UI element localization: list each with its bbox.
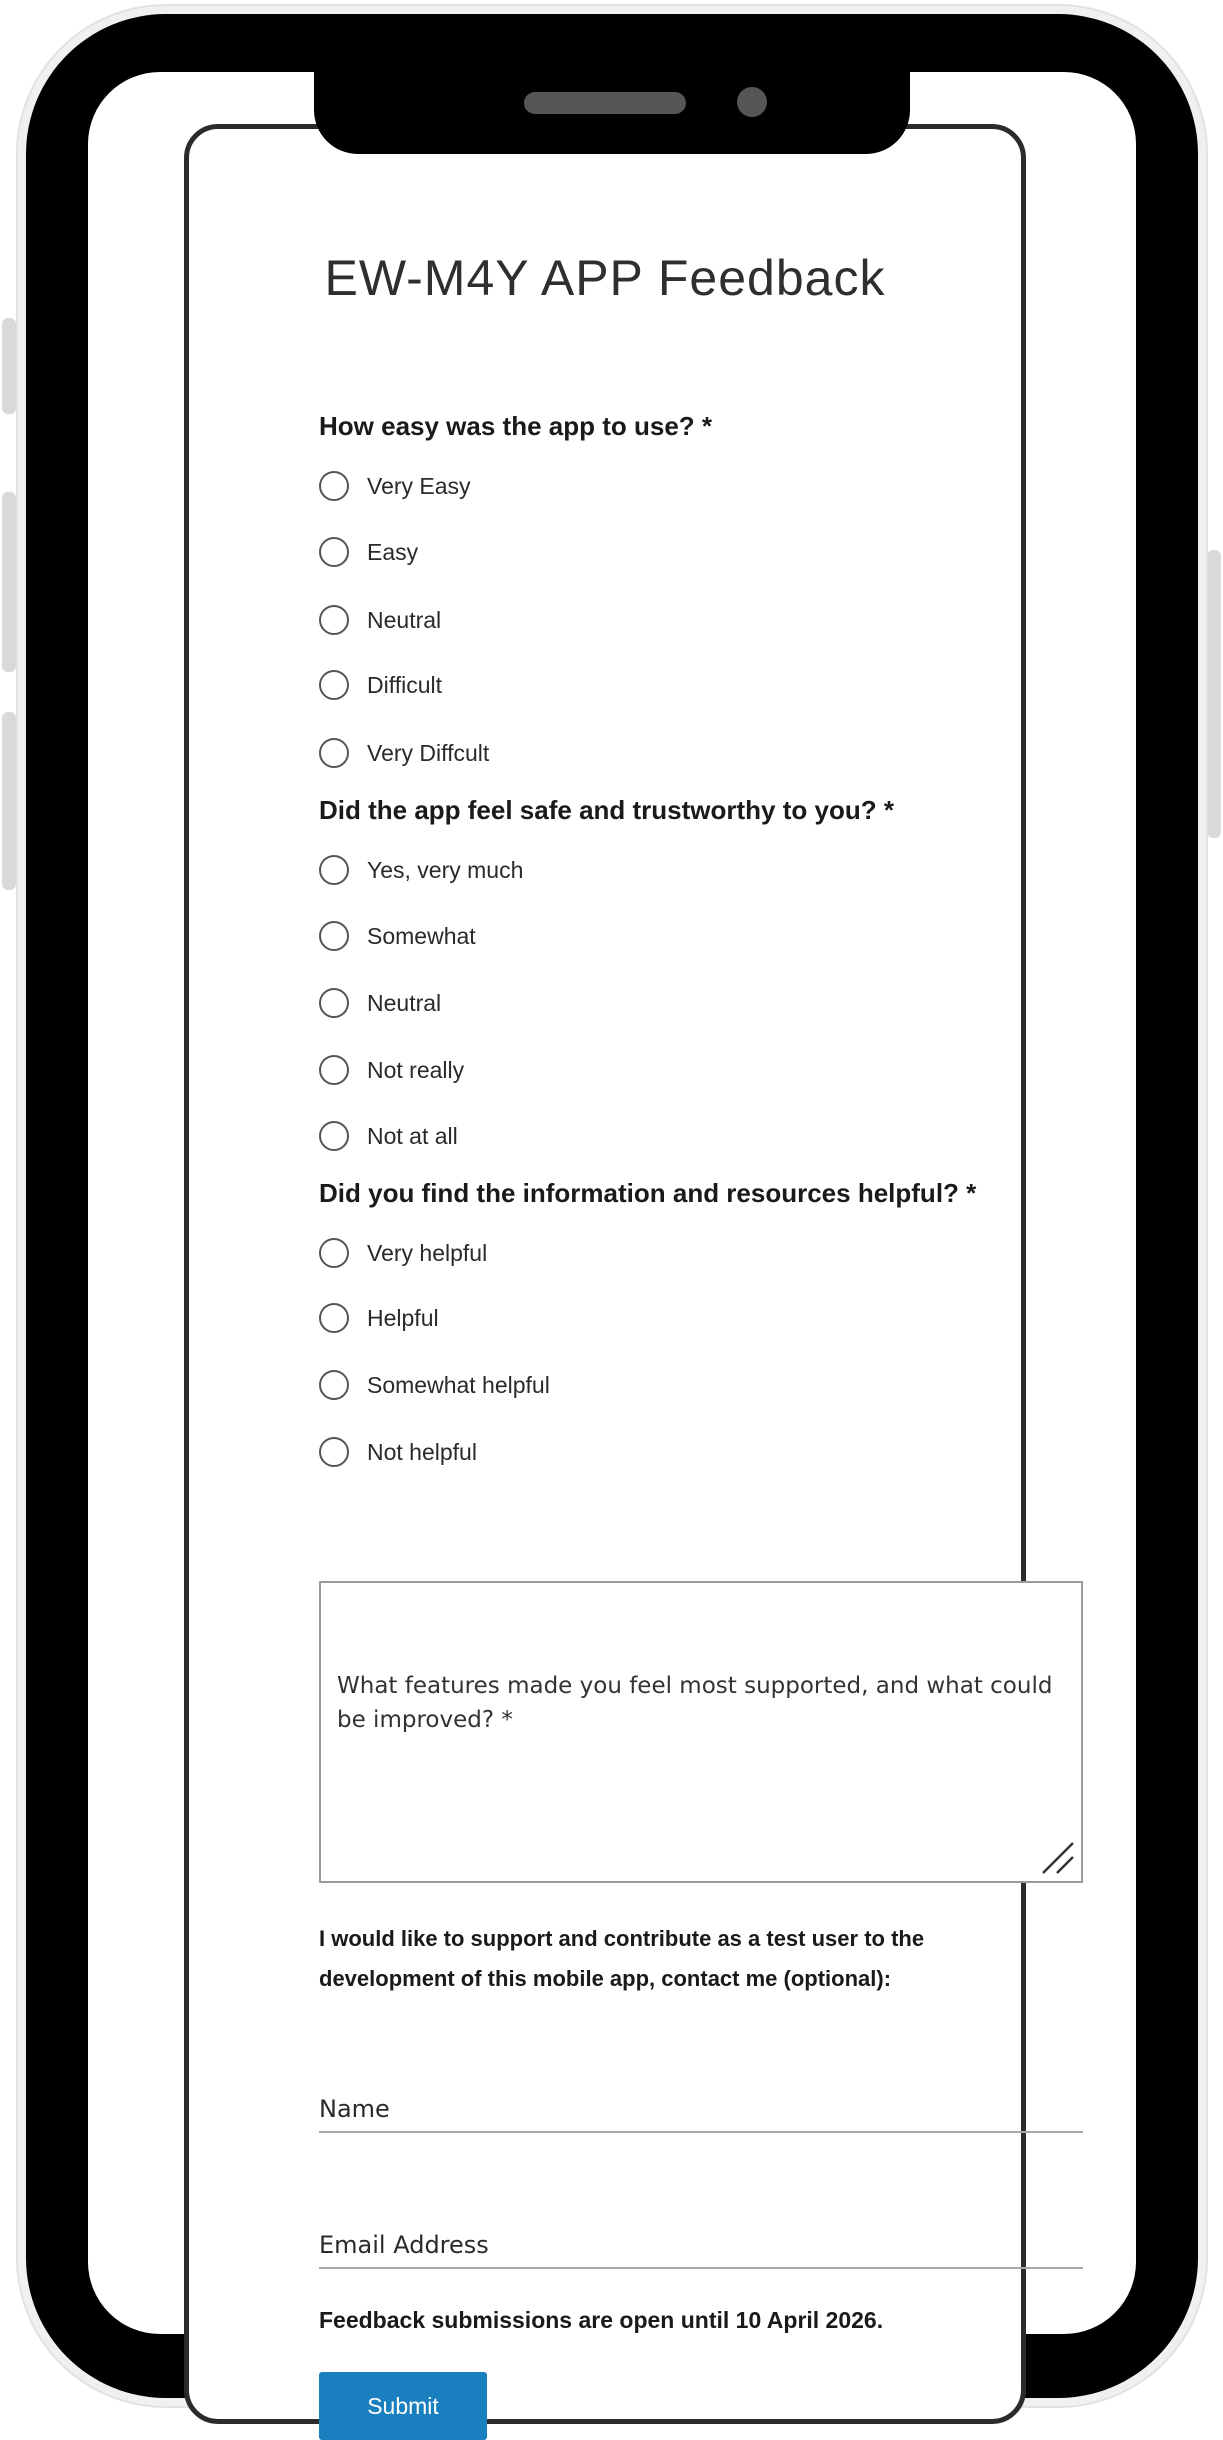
phone-side-button-volume-down — [2, 712, 16, 890]
name-field[interactable] — [319, 2075, 1083, 2133]
radio-button[interactable] — [319, 921, 349, 951]
radio-option-label: Neutral — [367, 606, 442, 633]
radio-option-label: Yes, very much — [367, 856, 524, 883]
radio-option[interactable] — [319, 468, 471, 504]
question-safety-trust: Did the app feel safe and trustworthy to you? * — [319, 795, 894, 825]
radio-option-label: Difficult — [367, 671, 442, 698]
radio-option[interactable] — [319, 1052, 464, 1088]
feedback-form-frame — [184, 124, 1053, 2424]
radio-option[interactable] — [319, 1235, 487, 1271]
radio-option[interactable] — [319, 985, 441, 1021]
submit-button[interactable]: Submit — [319, 2372, 487, 2440]
radio-button[interactable] — [319, 605, 349, 635]
radio-button[interactable] — [319, 1238, 349, 1268]
radio-option-label: Not helpful — [367, 1438, 477, 1465]
phone-screen — [88, 72, 1136, 2419]
radio-option[interactable] — [319, 1118, 458, 1154]
radio-option[interactable] — [319, 602, 441, 638]
radio-button[interactable] — [319, 537, 349, 567]
radio-button[interactable] — [319, 471, 349, 501]
radio-option-label: Not really — [367, 1056, 465, 1083]
phone-side-button-volume-up — [2, 492, 16, 672]
name-field-label: Name — [319, 2095, 390, 2123]
feedback-textarea-placeholder: What features made you feel most supported, and what could be improved? * — [337, 1673, 1053, 1733]
radio-option[interactable] — [319, 1434, 477, 1470]
radio-option-label: Very helpful — [367, 1239, 488, 1266]
question-resources-helpful: Did you find the information and resources helpful? * — [319, 1178, 977, 1208]
question-ease-of-use: How easy was the app to use? * — [319, 411, 712, 441]
radio-option-label: Easy — [367, 538, 419, 565]
radio-button[interactable] — [319, 988, 349, 1018]
phone-side-button-power — [1207, 550, 1221, 838]
radio-button[interactable] — [319, 670, 349, 700]
radio-option[interactable] — [319, 667, 442, 703]
submission-deadline-text: Feedback submissions are open until 10 April 2026. — [319, 2307, 884, 2333]
radio-button[interactable] — [319, 1055, 349, 1085]
radio-option-label: Not at all — [367, 1122, 458, 1149]
radio-button[interactable] — [319, 738, 349, 768]
radio-button[interactable] — [319, 1437, 349, 1467]
radio-option-label: Somewhat — [367, 922, 476, 949]
radio-option[interactable] — [319, 852, 523, 888]
test-user-invitation-text: I would like to support and contribute as a test user to the development of this mobile app, contact me (optional): — [319, 1926, 925, 1991]
feedback-textarea[interactable] — [319, 1581, 1083, 1883]
radio-option[interactable] — [319, 918, 476, 954]
radio-option[interactable] — [319, 1300, 439, 1336]
radio-option-label: Neutral — [367, 989, 442, 1016]
front-camera-icon — [737, 87, 767, 117]
radio-option[interactable] — [319, 534, 418, 570]
radio-button[interactable] — [319, 1303, 349, 1333]
radio-option-label: Very Diffcult — [367, 739, 490, 766]
radio-option-label: Very Easy — [367, 472, 471, 499]
email-field-label: Email Address — [319, 2231, 489, 2259]
radio-option-label: Somewhat helpful — [367, 1371, 550, 1398]
phone-side-button-mute — [2, 318, 16, 414]
radio-button[interactable] — [319, 855, 349, 885]
radio-button[interactable] — [319, 1121, 349, 1151]
radio-option[interactable] — [319, 1367, 550, 1403]
form-title: EW-M4Y APP Feedback — [324, 250, 886, 306]
resize-handle-icon[interactable] — [1037, 1837, 1077, 1877]
radio-option-label: Helpful — [367, 1304, 439, 1331]
email-field[interactable] — [319, 2211, 1083, 2269]
radio-option[interactable] — [319, 735, 489, 771]
speaker-grille — [524, 92, 686, 114]
radio-button[interactable] — [319, 1370, 349, 1400]
